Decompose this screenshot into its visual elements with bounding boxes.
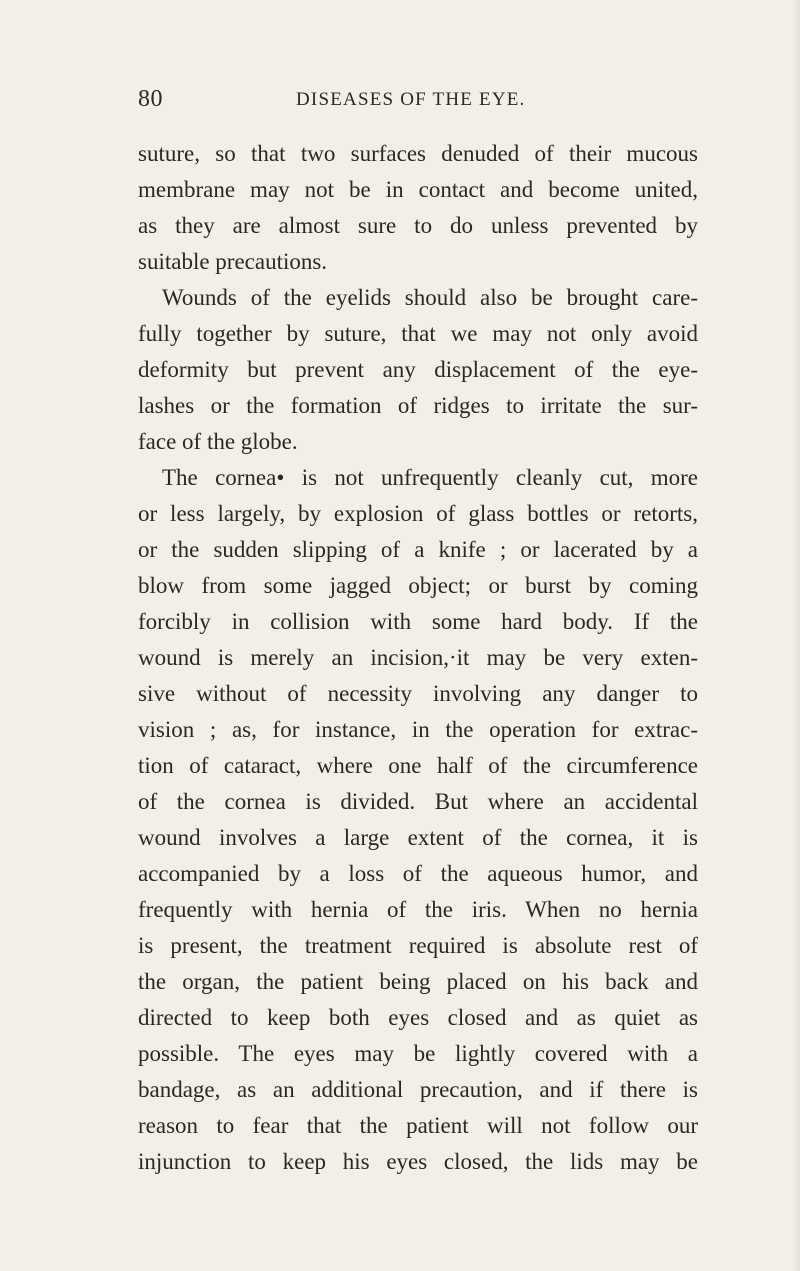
text-line: frequently with hernia of the iris. When no hernia [138,897,698,922]
text-line: of the cornea is divided. But where an accidental [138,789,698,814]
text-line: as they are almost sure to do unless prevented by [138,213,698,238]
text-line: directed to keep both eyes closed and as quiet as [138,1005,698,1030]
text-line: wound involves a large extent of the cornea, it is [138,825,698,850]
text-line: Wounds of the eyelids should also be brought care- [162,285,698,310]
running-head [138,86,698,116]
text-line: forcibly in collision with some hard body. If the [138,609,698,634]
text-line: The cornea• is not unfrequently cleanly cut, more [162,465,698,490]
text-line: membrane may not be in contact and become united, [138,177,698,202]
text-line: blow from some jagged object; or burst by coming [138,573,698,598]
page-edge-shadow [792,0,800,1271]
text-line: possible. The eyes may be lightly covered with a [138,1041,698,1066]
body-text [138,136,698,1180]
text-line: bandage, as an additional precaution, and if there is [138,1077,698,1102]
text-line: face of the globe. [138,429,298,454]
text-line: tion of cataract, where one half of the circumference [138,753,698,778]
text-line: fully together by suture, that we may not only avoid [138,321,698,346]
text-line: or less largely, by explosion of glass bottles or retorts, [138,501,698,526]
text-line: reason to fear that the patient will not follow our [138,1113,698,1138]
text-line: deformity but prevent any displacement of the eye- [138,357,698,382]
running-title: DISEASES OF THE EYE. [296,89,526,110]
text-line: suture, so that two surfaces denuded of their mucous [138,141,698,166]
text-line: wound is merely an incision,·it may be very exten- [138,645,698,670]
text-line: vision ; as, for instance, in the operation for extrac- [138,717,698,742]
text-line: or the sudden slipping of a knife ; or lacerated by a [138,537,698,562]
text-line: accompanied by a loss of the aqueous humor, and [138,861,698,886]
text-line: suitable precautions. [138,249,328,274]
text-line: sive without of necessity involving any danger to [138,681,698,706]
text-line: the organ, the patient being placed on his back and [138,969,698,994]
text-line: lashes or the formation of ridges to irritate the sur- [138,393,698,418]
text-line: is present, the treatment required is absolute rest of [138,933,698,958]
page-number: 80 [138,86,163,112]
text-line: injunction to keep his eyes closed, the lids may be [138,1149,698,1174]
